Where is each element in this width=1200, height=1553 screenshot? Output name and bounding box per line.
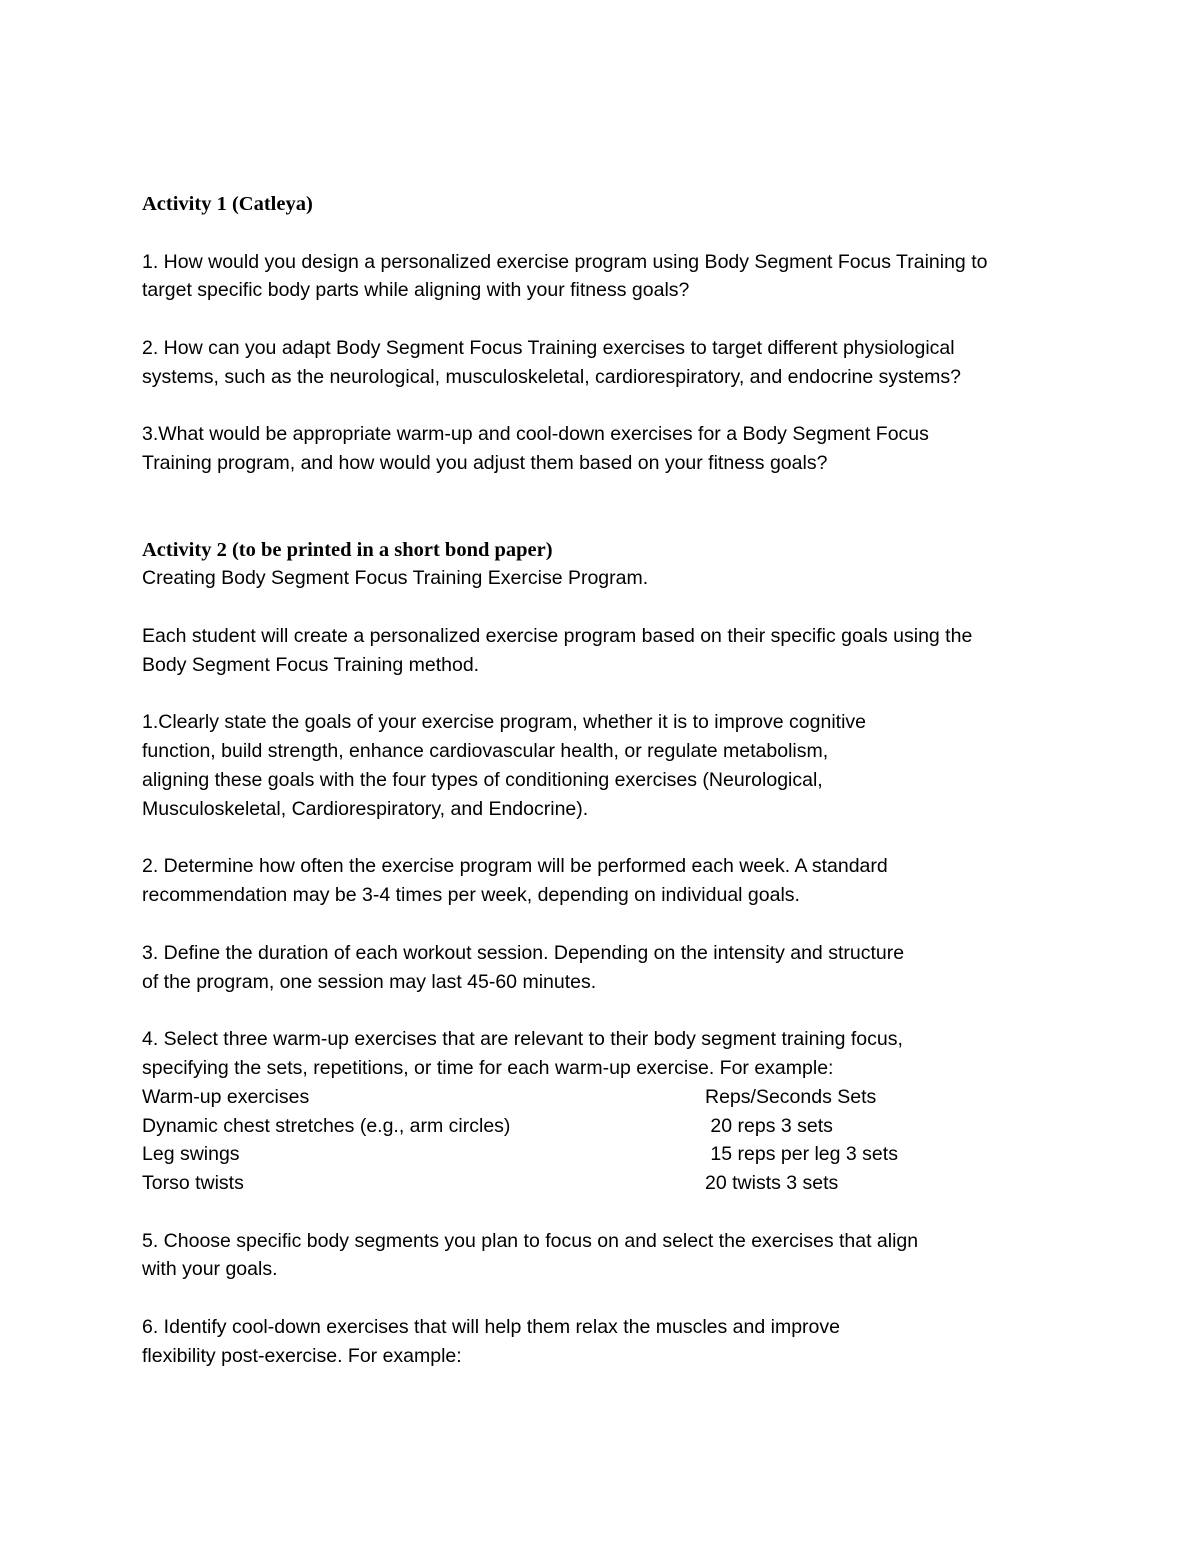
- warmup-exercise-reps-sets: 20 reps 3 sets: [705, 1114, 833, 1137]
- warmup-table-row: [142, 1169, 1072, 1198]
- activity2-item-3: [142, 939, 1072, 997]
- text-line: 2. How can you adapt Body Segment Focus Training exercises to target different physiological: [142, 336, 955, 359]
- warmup-exercise-name: Dynamic chest stretches (e.g., arm circles): [142, 1114, 511, 1137]
- activity1-question-2: [142, 334, 1072, 392]
- text-line: Body Segment Focus Training method.: [142, 653, 480, 676]
- text-line: systems, such as the neurological, musculoskeletal, cardiorespiratory, and endocrine systems?: [142, 365, 962, 388]
- text-line: 1. How would you design a personalized exercise program using Body Segment Focus Training to: [142, 250, 988, 273]
- warmup-exercise-name: Torso twists: [142, 1172, 244, 1195]
- activity1-heading: Activity 1 (Catleya): [142, 193, 313, 215]
- text-line: flexibility post-exercise. For example:: [142, 1344, 462, 1367]
- text-line: recommendation may be 3-4 times per week, depending on individual goals.: [142, 884, 800, 907]
- text-line: Each student will create a personalized exercise program based on their specific goals using the: [142, 624, 973, 647]
- activity2-subtitle: [142, 564, 1072, 593]
- text-line: 2. Determine how often the exercise program will be performed each week. A standard: [142, 855, 888, 878]
- text-line: 3.What would be appropriate warm-up and cool-down exercises for a Body Segment Focus: [142, 423, 929, 446]
- text-line: 1.Clearly state the goals of your exercise program, whether it is to improve cognitive: [142, 711, 866, 734]
- text-line: specifying the sets, repetitions, or time for each warm-up exercise. For example:: [142, 1056, 834, 1079]
- warmup-exercise-name: Leg swings: [142, 1143, 240, 1166]
- activity2-item-6: [142, 1313, 1072, 1371]
- warmup-table: [142, 1083, 1072, 1198]
- text-line: target specific body parts while aligning with your fitness goals?: [142, 279, 690, 302]
- activity2-item-1: [142, 708, 1072, 823]
- warmup-table-header: [142, 1083, 1072, 1112]
- warmup-exercise-reps-sets: 20 twists 3 sets: [705, 1172, 839, 1195]
- text-line: 4. Select three warm-up exercises that are relevant to their body segment training focus,: [142, 1028, 903, 1051]
- text-line: Training program, and how would you adjust them based on your fitness goals?: [142, 452, 828, 475]
- activity2-item-2: [142, 852, 1072, 910]
- text-line: with your goals.: [142, 1258, 278, 1281]
- text-line: 5. Choose specific body segments you plan to focus on and select the exercises that align: [142, 1229, 919, 1252]
- document-page: [142, 190, 1072, 1371]
- text-line: aligning these goals with the four types of conditioning exercises (Neurological,: [142, 768, 823, 791]
- activity2-intro: [142, 622, 1072, 680]
- warmup-header-reps-sets: Reps/Seconds Sets: [705, 1085, 877, 1108]
- activity2-item-4: [142, 1025, 1072, 1083]
- text-line: Creating Body Segment Focus Training Exercise Program.: [142, 567, 649, 590]
- warmup-table-row: [142, 1140, 1072, 1169]
- warmup-table-row: [142, 1112, 1072, 1141]
- text-line: of the program, one session may last 45-60 minutes.: [142, 970, 597, 993]
- text-line: function, build strength, enhance cardiovascular health, or regulate metabolism,: [142, 740, 829, 763]
- warmup-header-exercise: Warm-up exercises: [142, 1085, 310, 1108]
- warmup-exercise-reps-sets: 15 reps per leg 3 sets: [705, 1143, 898, 1166]
- activity1-question-3: [142, 420, 1072, 478]
- activity2-item-5: [142, 1227, 1072, 1285]
- text-line: 3. Define the duration of each workout session. Depending on the intensity and structure: [142, 941, 905, 964]
- text-line: Musculoskeletal, Cardiorespiratory, and Endocrine).: [142, 797, 589, 820]
- activity1-question-1: [142, 248, 1072, 306]
- activity2-heading: Activity 2 (to be printed in a short bond paper): [142, 538, 553, 561]
- text-line: 6. Identify cool-down exercises that will help them relax the muscles and improve: [142, 1316, 840, 1339]
